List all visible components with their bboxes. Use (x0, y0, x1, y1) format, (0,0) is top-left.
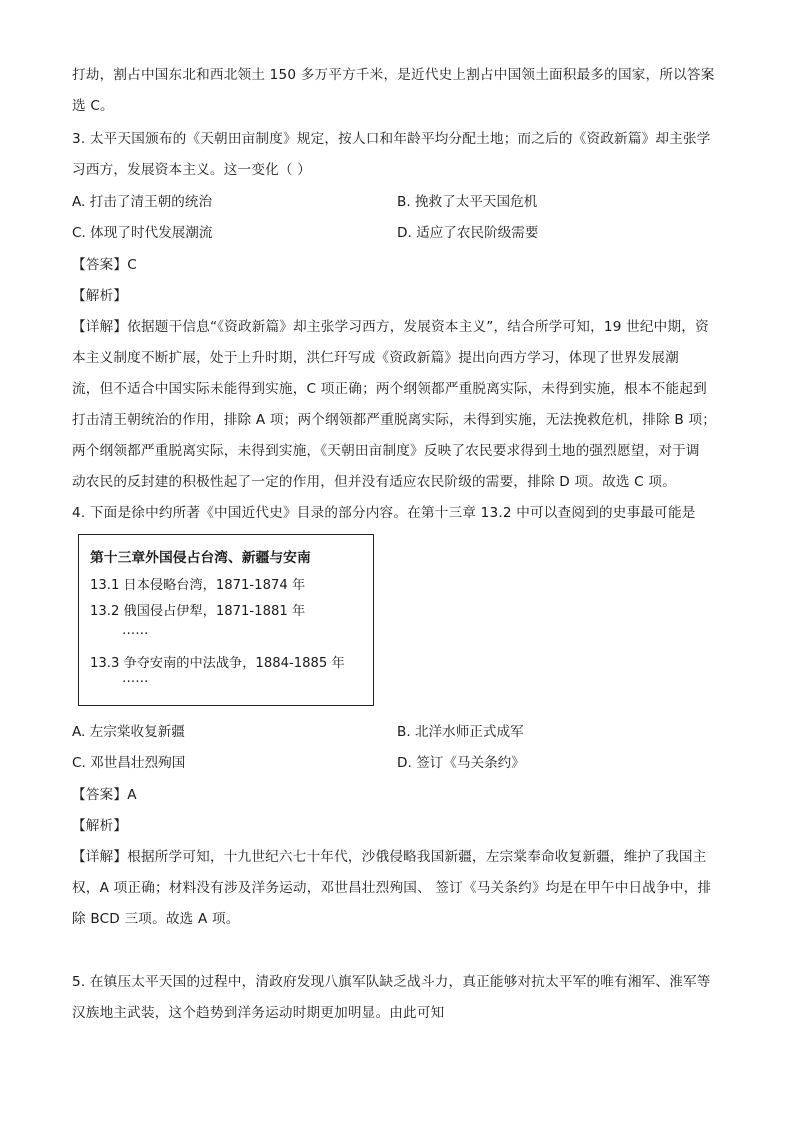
detail-tag: 【详解】 (72, 319, 128, 335)
q3-analysis-tag: 【解析】 (72, 288, 128, 304)
q3-stem-line-1: 3. 太平天国颁布的《天朝田亩制度》规定，按人口和年龄平均分配土地；而之后的《资政新篇》却主张学 (72, 131, 711, 147)
q4-detail-line-1 (72, 848, 707, 866)
q3-detail-line-5: 两个纲领都严重脱离实际，未得到实施，《天朝田亩制度》反映了农民要求得到土地的强烈愿望，对于调 (72, 443, 700, 459)
q3-option-a: A. 打击了清王朝的统治 (72, 194, 213, 210)
q4-detail-line-2: 权，A 项正确；材料没有涉及洋务运动，邓世昌壮烈殉国、 签订《马关条约》均是在甲午中日战争中，排 (72, 880, 712, 896)
q4-option-b: B. 北洋水师正式成军 (397, 724, 524, 740)
q4-option-c: C. 邓世昌壮烈殉国 (72, 755, 186, 771)
q3-option-c: C. 体现了时代发展潮流 (72, 225, 213, 241)
intro-line-2: 选 C。 (72, 98, 114, 114)
answer-tag: 【答案】 (72, 787, 128, 803)
answer-tag: 【答案】 (72, 257, 128, 273)
q5-stem-line-1: 5. 在镇压太平天国的过程中，清政府发现八旗军队缺乏战斗力，真正能够对抗太平军的唯有湘军、淮军等 (72, 974, 711, 990)
q4-analysis-tag: 【解析】 (72, 818, 128, 834)
q3-detail-line-6: 动农民的反封建的积极性起了一定的作用，但并没有适应农民阶级的需要，排除 D 项。故选 C 项。 (72, 474, 676, 490)
q4-detail-line-3: 除 BCD 三项。故选 A 项。 (72, 911, 240, 927)
answer-value: C (127, 257, 137, 273)
toc-item-13-2: 13.2 俄国侵占伊犁，1871-1881 年 (90, 604, 306, 619)
detail-text: 依据题干信息“《资政新篇》却主张学习西方，发展资本主义”，结合所学可知，19 世纪中期，资 (127, 319, 709, 335)
q3-detail-line-4: 打击清王朝统治的作用，排除 A 项；两个纲领都严重脱离实际，未得到实施，无法挽救危机，排除 B 项； (72, 412, 717, 428)
toc-ellipsis-2: …… (122, 671, 149, 686)
q4-answer (72, 786, 137, 804)
q3-option-b: B. 挽救了太平天国危机 (397, 194, 538, 210)
toc-item-13-1: 13.1 日本侵略台湾，1871-1874 年 (90, 578, 306, 593)
toc-ellipsis-1: …… (122, 623, 149, 638)
toc-chapter-title: 第十三章外国侵占台湾、新疆与安南 (90, 550, 311, 566)
q3-option-d: D. 适应了农民阶级需要 (397, 225, 539, 241)
q3-stem-line-2: 习西方，发展资本主义。这一变化（ ） (72, 162, 312, 178)
table-of-contents-box (78, 534, 374, 706)
q4-option-d: D. 签订《马关条约》 (397, 755, 525, 771)
detail-tag: 【详解】 (72, 849, 128, 865)
q3-answer (72, 256, 137, 274)
detail-text: 根据所学可知，十九世纪六七十年代，沙俄侵略我国新疆，左宗棠奉命收复新疆，维护了我国主 (127, 849, 707, 865)
q3-detail-line-2: 本主义制度不断扩展，处于上升时期，洪仁玕写成《资政新篇》提出向西方学习，体现了世界发展潮 (72, 350, 679, 366)
q3-detail-line-1 (72, 318, 709, 336)
q4-option-a: A. 左宗棠收复新疆 (72, 724, 185, 740)
toc-item-13-3: 13.3 争夺安南的中法战争，1884-1885 年 (90, 656, 345, 671)
q3-detail-line-3: 流，但不适合中国实际未能得到实施，C 项正确；两个纲领都严重脱离实际，未得到实施，根本不能起到 (72, 381, 707, 397)
answer-value: A (127, 787, 137, 803)
intro-line-1: 打劫，割占中国东北和西北领土 150 多万平方千米，是近代史上割占中国领土面积最多的国家，所以答案 (72, 67, 715, 83)
q4-stem: 4. 下面是徐中约所著《中国近代史》目录的部分内容。在第十三章 13.2 中可以查阅到的史事最可能是 (72, 505, 696, 521)
q5-stem-line-2: 汉族地主武装，这个趋势到洋务运动时期更加明显。由此可知 (72, 1005, 445, 1021)
